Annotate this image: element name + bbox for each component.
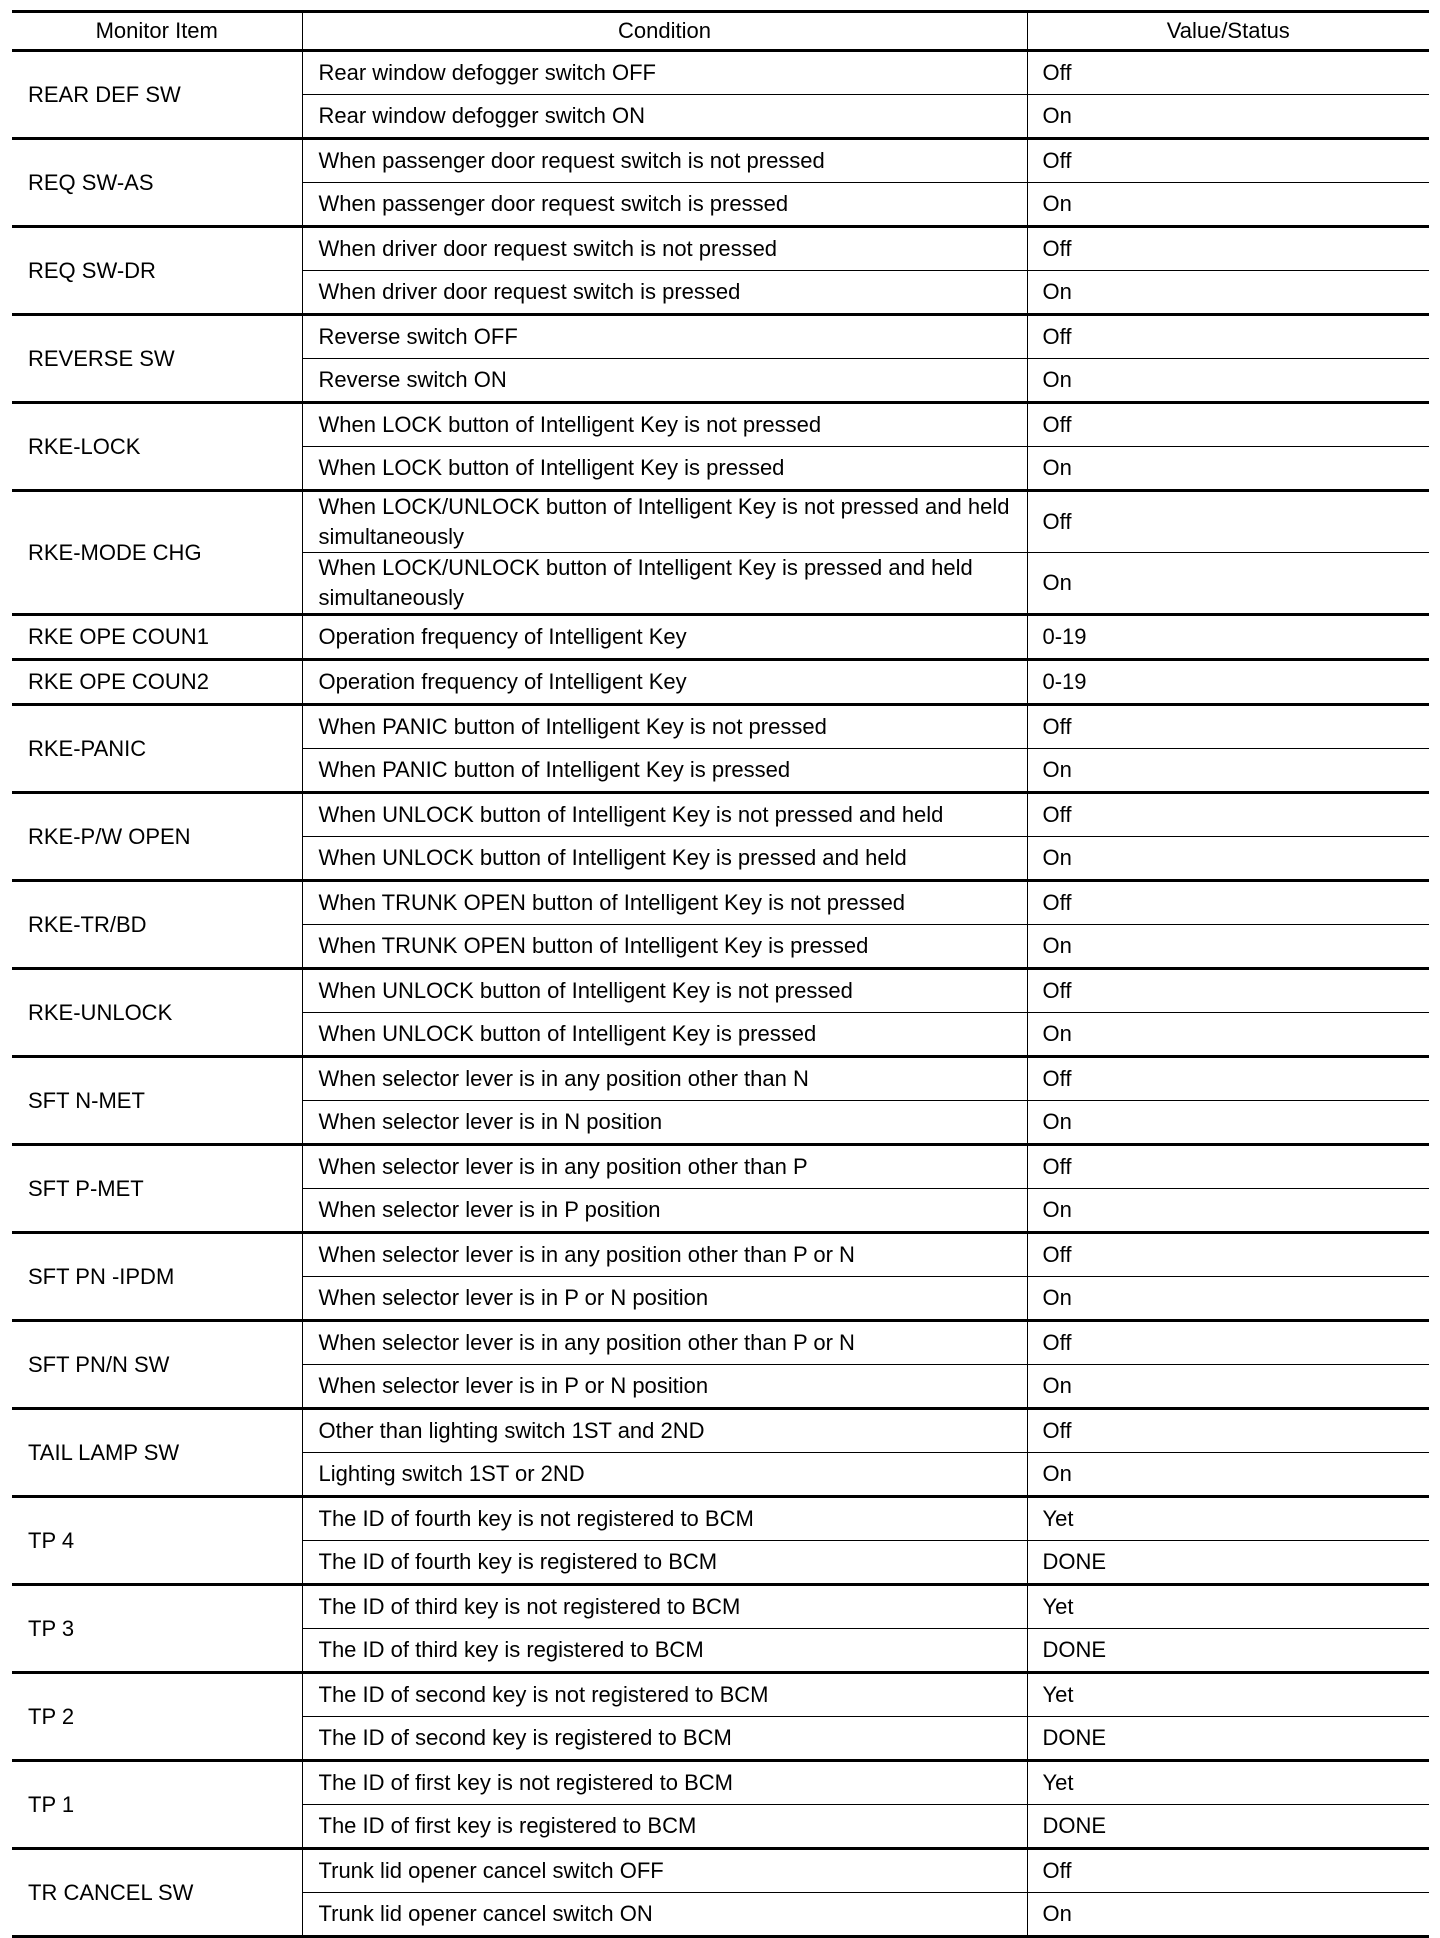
- condition-cell: When passenger door request switch is pressed: [302, 183, 1027, 227]
- condition-cell: The ID of second key is registered to BCM: [302, 1717, 1027, 1761]
- condition-cell: Operation frequency of Intelligent Key: [302, 660, 1027, 705]
- value-status-cell: On: [1027, 95, 1429, 139]
- condition-cell: The ID of fourth key is not registered to BCM: [302, 1497, 1027, 1541]
- table-row: [12, 1409, 1429, 1453]
- header-condition: Condition: [302, 12, 1027, 51]
- table-row: [12, 969, 1429, 1013]
- value-status-cell: On: [1027, 1013, 1429, 1057]
- monitor-item-cell: TAIL LAMP SW: [12, 1409, 302, 1497]
- value-status-cell: Off: [1027, 1849, 1429, 1893]
- value-status-cell: Off: [1027, 1321, 1429, 1365]
- condition-cell: When TRUNK OPEN button of Intelligent Key is pressed: [302, 925, 1027, 969]
- monitor-item-cell: TP 1: [12, 1761, 302, 1849]
- value-status-cell: DONE: [1027, 1629, 1429, 1673]
- monitor-item-cell: RKE-LOCK: [12, 403, 302, 491]
- monitor-item-cell: SFT P-MET: [12, 1145, 302, 1233]
- monitor-item-cell: TP 3: [12, 1585, 302, 1673]
- condition-cell: The ID of first key is registered to BCM: [302, 1805, 1027, 1849]
- monitor-item-cell: RKE-UNLOCK: [12, 969, 302, 1057]
- value-status-cell: Yet: [1027, 1585, 1429, 1629]
- value-status-cell: Yet: [1027, 1761, 1429, 1805]
- value-status-cell: On: [1027, 1893, 1429, 1937]
- value-status-cell: Yet: [1027, 1497, 1429, 1541]
- condition-cell: The ID of first key is not registered to BCM: [302, 1761, 1027, 1805]
- monitor-item-cell: REVERSE SW: [12, 315, 302, 403]
- condition-cell: When selector lever is in any position other than P: [302, 1145, 1027, 1189]
- condition-cell: The ID of third key is registered to BCM: [302, 1629, 1027, 1673]
- condition-cell: When selector lever is in N position: [302, 1101, 1027, 1145]
- value-status-cell: Off: [1027, 315, 1429, 359]
- table-row: [12, 1145, 1429, 1189]
- value-status-cell: Off: [1027, 1409, 1429, 1453]
- condition-cell: Reverse switch ON: [302, 359, 1027, 403]
- table-row: [12, 1233, 1429, 1277]
- value-status-cell: 0-19: [1027, 660, 1429, 705]
- value-status-cell: DONE: [1027, 1805, 1429, 1849]
- monitor-item-cell: SFT N-MET: [12, 1057, 302, 1145]
- value-status-cell: On: [1027, 925, 1429, 969]
- table-header: [12, 12, 1429, 51]
- value-status-cell: Off: [1027, 139, 1429, 183]
- value-status-cell: 0-19: [1027, 615, 1429, 660]
- condition-cell: Other than lighting switch 1ST and 2ND: [302, 1409, 1027, 1453]
- value-status-cell: Off: [1027, 227, 1429, 271]
- table-row: [12, 705, 1429, 749]
- value-status-cell: On: [1027, 1101, 1429, 1145]
- monitor-item-cell: RKE-P/W OPEN: [12, 793, 302, 881]
- table-row: [12, 881, 1429, 925]
- condition-cell: When driver door request switch is not pressed: [302, 227, 1027, 271]
- monitor-item-cell: RKE OPE COUN1: [12, 615, 302, 660]
- condition-cell: When selector lever is in P or N position: [302, 1277, 1027, 1321]
- monitor-item-table: [12, 10, 1429, 1938]
- condition-cell: When LOCK/UNLOCK button of Intelligent Key is pressed and held simultaneously: [302, 553, 1027, 615]
- table-row: [12, 1585, 1429, 1629]
- condition-cell: When LOCK button of Intelligent Key is pressed: [302, 447, 1027, 491]
- header-monitor-item: Monitor Item: [12, 12, 302, 51]
- condition-cell: When LOCK/UNLOCK button of Intelligent Key is not pressed and held simultaneously: [302, 491, 1027, 553]
- value-status-cell: DONE: [1027, 1541, 1429, 1585]
- table-row: [12, 615, 1429, 660]
- value-status-cell: On: [1027, 1365, 1429, 1409]
- condition-cell: When selector lever is in any position other than N: [302, 1057, 1027, 1101]
- value-status-cell: On: [1027, 749, 1429, 793]
- header-row: [12, 12, 1429, 51]
- monitor-item-cell: REQ SW-AS: [12, 139, 302, 227]
- condition-cell: Trunk lid opener cancel switch ON: [302, 1893, 1027, 1937]
- monitor-item-cell: RKE-MODE CHG: [12, 491, 302, 615]
- value-status-cell: On: [1027, 1189, 1429, 1233]
- value-status-cell: On: [1027, 553, 1429, 615]
- condition-cell: Rear window defogger switch ON: [302, 95, 1027, 139]
- monitor-item-cell: RKE-TR/BD: [12, 881, 302, 969]
- value-status-cell: Off: [1027, 881, 1429, 925]
- condition-cell: When UNLOCK button of Intelligent Key is not pressed: [302, 969, 1027, 1013]
- value-status-cell: Off: [1027, 403, 1429, 447]
- value-status-cell: Off: [1027, 793, 1429, 837]
- monitor-item-cell: TR CANCEL SW: [12, 1849, 302, 1937]
- value-status-cell: Off: [1027, 1057, 1429, 1101]
- value-status-cell: On: [1027, 1277, 1429, 1321]
- value-status-cell: On: [1027, 447, 1429, 491]
- monitor-item-cell: REQ SW-DR: [12, 227, 302, 315]
- table-row: [12, 491, 1429, 553]
- condition-cell: When UNLOCK button of Intelligent Key is not pressed and held: [302, 793, 1027, 837]
- value-status-cell: Off: [1027, 1233, 1429, 1277]
- monitor-item-cell: TP 4: [12, 1497, 302, 1585]
- condition-cell: When LOCK button of Intelligent Key is not pressed: [302, 403, 1027, 447]
- condition-cell: The ID of fourth key is registered to BCM: [302, 1541, 1027, 1585]
- condition-cell: Operation frequency of Intelligent Key: [302, 615, 1027, 660]
- value-status-cell: Off: [1027, 1145, 1429, 1189]
- table-row: [12, 51, 1429, 95]
- value-status-cell: DONE: [1027, 1717, 1429, 1761]
- table-row: [12, 315, 1429, 359]
- value-status-cell: On: [1027, 271, 1429, 315]
- condition-cell: When PANIC button of Intelligent Key is not pressed: [302, 705, 1027, 749]
- value-status-cell: On: [1027, 1453, 1429, 1497]
- monitor-item-cell: SFT PN -IPDM: [12, 1233, 302, 1321]
- table-row: [12, 227, 1429, 271]
- condition-cell: When selector lever is in P position: [302, 1189, 1027, 1233]
- condition-cell: When selector lever is in any position other than P or N: [302, 1233, 1027, 1277]
- condition-cell: When UNLOCK button of Intelligent Key is pressed: [302, 1013, 1027, 1057]
- table-row: [12, 1321, 1429, 1365]
- value-status-cell: Off: [1027, 705, 1429, 749]
- condition-cell: The ID of second key is not registered to BCM: [302, 1673, 1027, 1717]
- condition-cell: When selector lever is in P or N position: [302, 1365, 1027, 1409]
- condition-cell: Reverse switch OFF: [302, 315, 1027, 359]
- table-row: [12, 1057, 1429, 1101]
- condition-cell: Rear window defogger switch OFF: [302, 51, 1027, 95]
- table-row: [12, 1673, 1429, 1717]
- value-status-cell: On: [1027, 837, 1429, 881]
- condition-cell: When passenger door request switch is not pressed: [302, 139, 1027, 183]
- value-status-cell: On: [1027, 359, 1429, 403]
- table-row: [12, 1497, 1429, 1541]
- value-status-cell: On: [1027, 183, 1429, 227]
- table-row: [12, 139, 1429, 183]
- value-status-cell: Off: [1027, 969, 1429, 1013]
- condition-cell: The ID of third key is not registered to BCM: [302, 1585, 1027, 1629]
- condition-cell: When driver door request switch is pressed: [302, 271, 1027, 315]
- table-row: [12, 660, 1429, 705]
- value-status-cell: Yet: [1027, 1673, 1429, 1717]
- table-row: [12, 1849, 1429, 1893]
- condition-cell: When PANIC button of Intelligent Key is pressed: [302, 749, 1027, 793]
- table-body: [12, 51, 1429, 1937]
- table-row: [12, 1761, 1429, 1805]
- condition-cell: When TRUNK OPEN button of Intelligent Key is not pressed: [302, 881, 1027, 925]
- value-status-cell: Off: [1027, 51, 1429, 95]
- value-status-cell: Off: [1027, 491, 1429, 553]
- monitor-item-cell: SFT PN/N SW: [12, 1321, 302, 1409]
- table-row: [12, 793, 1429, 837]
- condition-cell: Trunk lid opener cancel switch OFF: [302, 1849, 1027, 1893]
- condition-cell: When selector lever is in any position other than P or N: [302, 1321, 1027, 1365]
- table-row: [12, 403, 1429, 447]
- monitor-item-cell: REAR DEF SW: [12, 51, 302, 139]
- header-value-status: Value/Status: [1027, 12, 1429, 51]
- monitor-item-cell: TP 2: [12, 1673, 302, 1761]
- condition-cell: When UNLOCK button of Intelligent Key is pressed and held: [302, 837, 1027, 881]
- condition-cell: Lighting switch 1ST or 2ND: [302, 1453, 1027, 1497]
- monitor-item-cell: RKE OPE COUN2: [12, 660, 302, 705]
- monitor-item-cell: RKE-PANIC: [12, 705, 302, 793]
